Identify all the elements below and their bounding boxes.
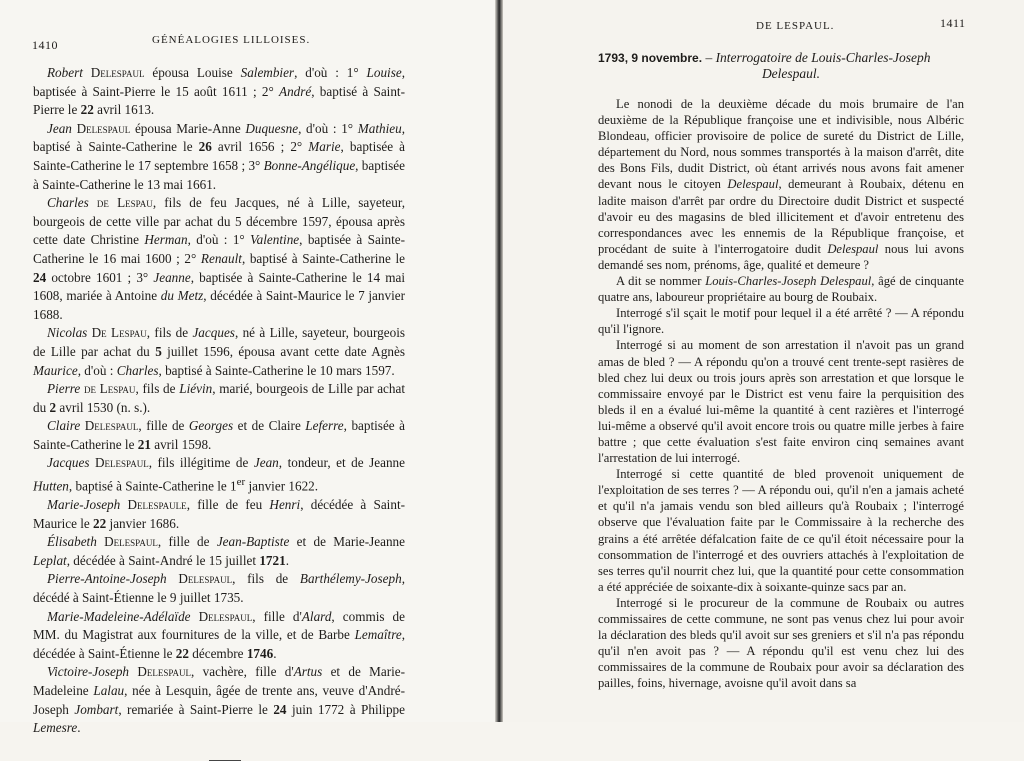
entry-robert: Robert Delespaul épousa Louise Salembier, d'où : 1° Louise, baptisée à Saint-Pierre le 15 août 1611 ; 2° André, baptisé à Saint-Pierre le 22 avril 1613. <box>33 65 405 118</box>
paragraph-6: Interrogé si le procureur de la commune de Roubaix ou autres commissaires de cette commune, ne sont pas venus chez lui pour avoir la déclaration des bleds qu'il avoit sur ses greniers et s'il n'a pas répondu qu'il n'en avoit pas ? — A répondu qu'il est venu chez lui des commissaires de la commune de Roubaix pour avoir sa déclaration des pailles, foins, hivernage, avoisne qu'il avoit dans sa <box>598 595 964 691</box>
heading-date: 1793, 9 novembre. <box>598 51 703 65</box>
genealogy-entries <box>33 64 405 761</box>
running-title-left: GÉNÉALOGIES LILLOISES. <box>152 34 311 46</box>
entry-pierre: Pierre de Lespau, fils de Liévin, marié, bourgeois de Lille par achat du 2 avril 1530 (n. s.). <box>33 381 406 415</box>
entry-elisabeth: Élisabeth Delespaul, fille de Jean-Baptiste et de Marie-Jeanne Leplat, décédée à Saint-André le 15 juillet 1721. <box>33 534 406 568</box>
entry-claire: Claire Delespaul, fille de Georges et de Claire Leferre, baptisée à Sainte-Catherine le 21 avril 1598. <box>33 418 405 452</box>
interrogation-text <box>598 50 964 691</box>
entry-marie-joseph: Marie-Joseph Delespaule, fille de feu Henri, décédée à Saint-Maurice le 22 janvier 1686. <box>33 497 405 531</box>
heading-title: Interrogatoire de Louis-Charles-Joseph <box>715 50 931 65</box>
page-number-left: 1410 <box>32 38 58 52</box>
paragraph-1: Le nonodi de la deuxième décade du mois brumaire de l'an deuxième de la République françoise une et indivisible, nous Albéric Blondeau, officier provisoire de police de sureté du District de Lille, département du Nord, nous sommes transportés à la maison d'arrêt, dite des Bons Fils, dudit District, où étant arrivés nous avons fait amener devant nous le citoyen Delespaul, demeurant à Roubaix, détenu en ladite maison d'arrêt par ordre du Directoire dudit District et suspecté d'avoir eu des magasins de bled illicitement et d'avoir entretenu des correspondances avec les ennemis de la République françoise, et procédant de suite à l'interrogatoire dudit Delespaul nous lui avons demandé ses nom, prénoms, âge, qualité et demeure ? <box>598 97 964 272</box>
entry-victoire: Victoire-Joseph Delespaul, vachère, fille d'Artus et de Marie-Madeleine Lalau, née à Lesquin, âgée de trente ans, veuve d'André-Joseph Jombart, remariée à Saint-Pierre le 24 juin 1772 à Philippe Lemesre. <box>33 664 406 736</box>
document-heading <box>598 50 964 82</box>
paragraph-3: Interrogé s'il sçait le motif pour lequel il a été arrêté ? — A répondu qu'il l'ignore. <box>598 306 964 337</box>
left-page <box>0 0 495 736</box>
entry-marie-madeleine: Marie-Madeleine-Adélaïde Delespaul, fille d'Alard, commis de MM. du Magistrat aux fournitures de la ville, et de Barbe Lemaître, décédée à Saint-Étienne le 22 décembre 1746. <box>33 608 405 661</box>
entry-jean: Jean Delespaul épousa Marie-Anne Duquesne, d'où : 1° Mathieu, baptisé à Sainte-Catherine le 26 avril 1656 ; 2° Marie, baptisée à Sainte-Catherine le 17 septembre 1658 ; 3° Bonne-Angélique, baptisée à Sainte-Catherine le 13 mai 1661. <box>33 120 406 192</box>
entry-nicolas: Nicolas De Lespau, fils de Jacques, né à Lille, sayeteur, bourgeois de Lille par achat du 5 juillet 1596, épousa avant cette date Agnès Maurice, d'où : Charles, baptisé à Sainte-Catherine le 10 mars 1597. <box>33 325 405 378</box>
entry-charles: Charles de Lespau, fils de feu Jacques, né à Lille, sayeteur, bourgeois de cette ville par achat du 5 décembre 1597, épousa après cette date Christine Herman, d'où : 1° Valentine, baptisée à Sainte-Catherine le 16 mai 1600 ; 2° Renault, baptisé à Sainte-Catherine le 24 octobre 1601 ; 3° Jeanne, baptisée à Sainte-Catherine le 14 mai 1608, mariée à Antoine du Metz, décédée à Saint-Maurice le 7 janvier 1688. <box>33 195 406 322</box>
paragraph-2: A dit se nommer Louis-Charles-Joseph Delespaul, âgé de cinquante quatre ans, laboureur propriétaire au bourg de Roubaix. <box>598 274 964 305</box>
entry-jacques: Jacques Delespaul, fils illégitime de Jean, tondeur, et de Jeanne Hutten, baptisé à Sainte-Catherine le 1er janvier 1622. <box>33 455 406 494</box>
book-gutter <box>495 0 503 722</box>
running-title-right: DE LESPAUL. <box>756 20 835 32</box>
heading-dash: – <box>702 50 716 65</box>
paragraph-4: Interrogé si au moment de son arrestation il n'avoit pas un grand amas de bled ? — A répondu qu'on a trouvé cent trente-sept rasières de bled chez lui deux ou trois jours après son arrestation et que lorsque le commissaire envoyé par le District est venu faire la perquisition des bleds il en a évalué lui-même la quantité à cent razières et l'interrogé lui-même a observé qu'il avoit encore trois ou quatre mille jerbes à faire battre ; que cette évaluation s'est faite environ cinq semaines avant l'arrestation de lui interrogé. <box>598 338 964 466</box>
heading-title-name: Delespaul. <box>761 66 821 81</box>
entry-pierre-antoine: Pierre-Antoine-Joseph Delespaul, fils de Barthélemy-Joseph, décédé à Saint-Étienne le 9 juillet 1735. <box>33 571 405 606</box>
paragraph-5: Interrogé si cette quantité de bled provenoit uniquement de l'exploitation de ses terres ? — A répondu oui, qu'il n'en a jamais acheté et qu'il n'a jamais vendu son bled ailleurs qu'à Roubaix ; l'interrogé observe que l'évaluation faite par le Commissaire à la recherche des grains a été arrêtée défalcation faite de ce qu'il étoit nécessaire pour la consommation de l'interrogé et des ouvriers attachés à l'exploitation de ses terres qu'il nourrit chez lui, que la quantité pour cette consommation a été appréciée de soixante-dix à soixante-quinze sacs par an. <box>598 467 964 594</box>
page-number-right: 1411 <box>940 16 966 30</box>
right-page <box>503 0 1024 722</box>
